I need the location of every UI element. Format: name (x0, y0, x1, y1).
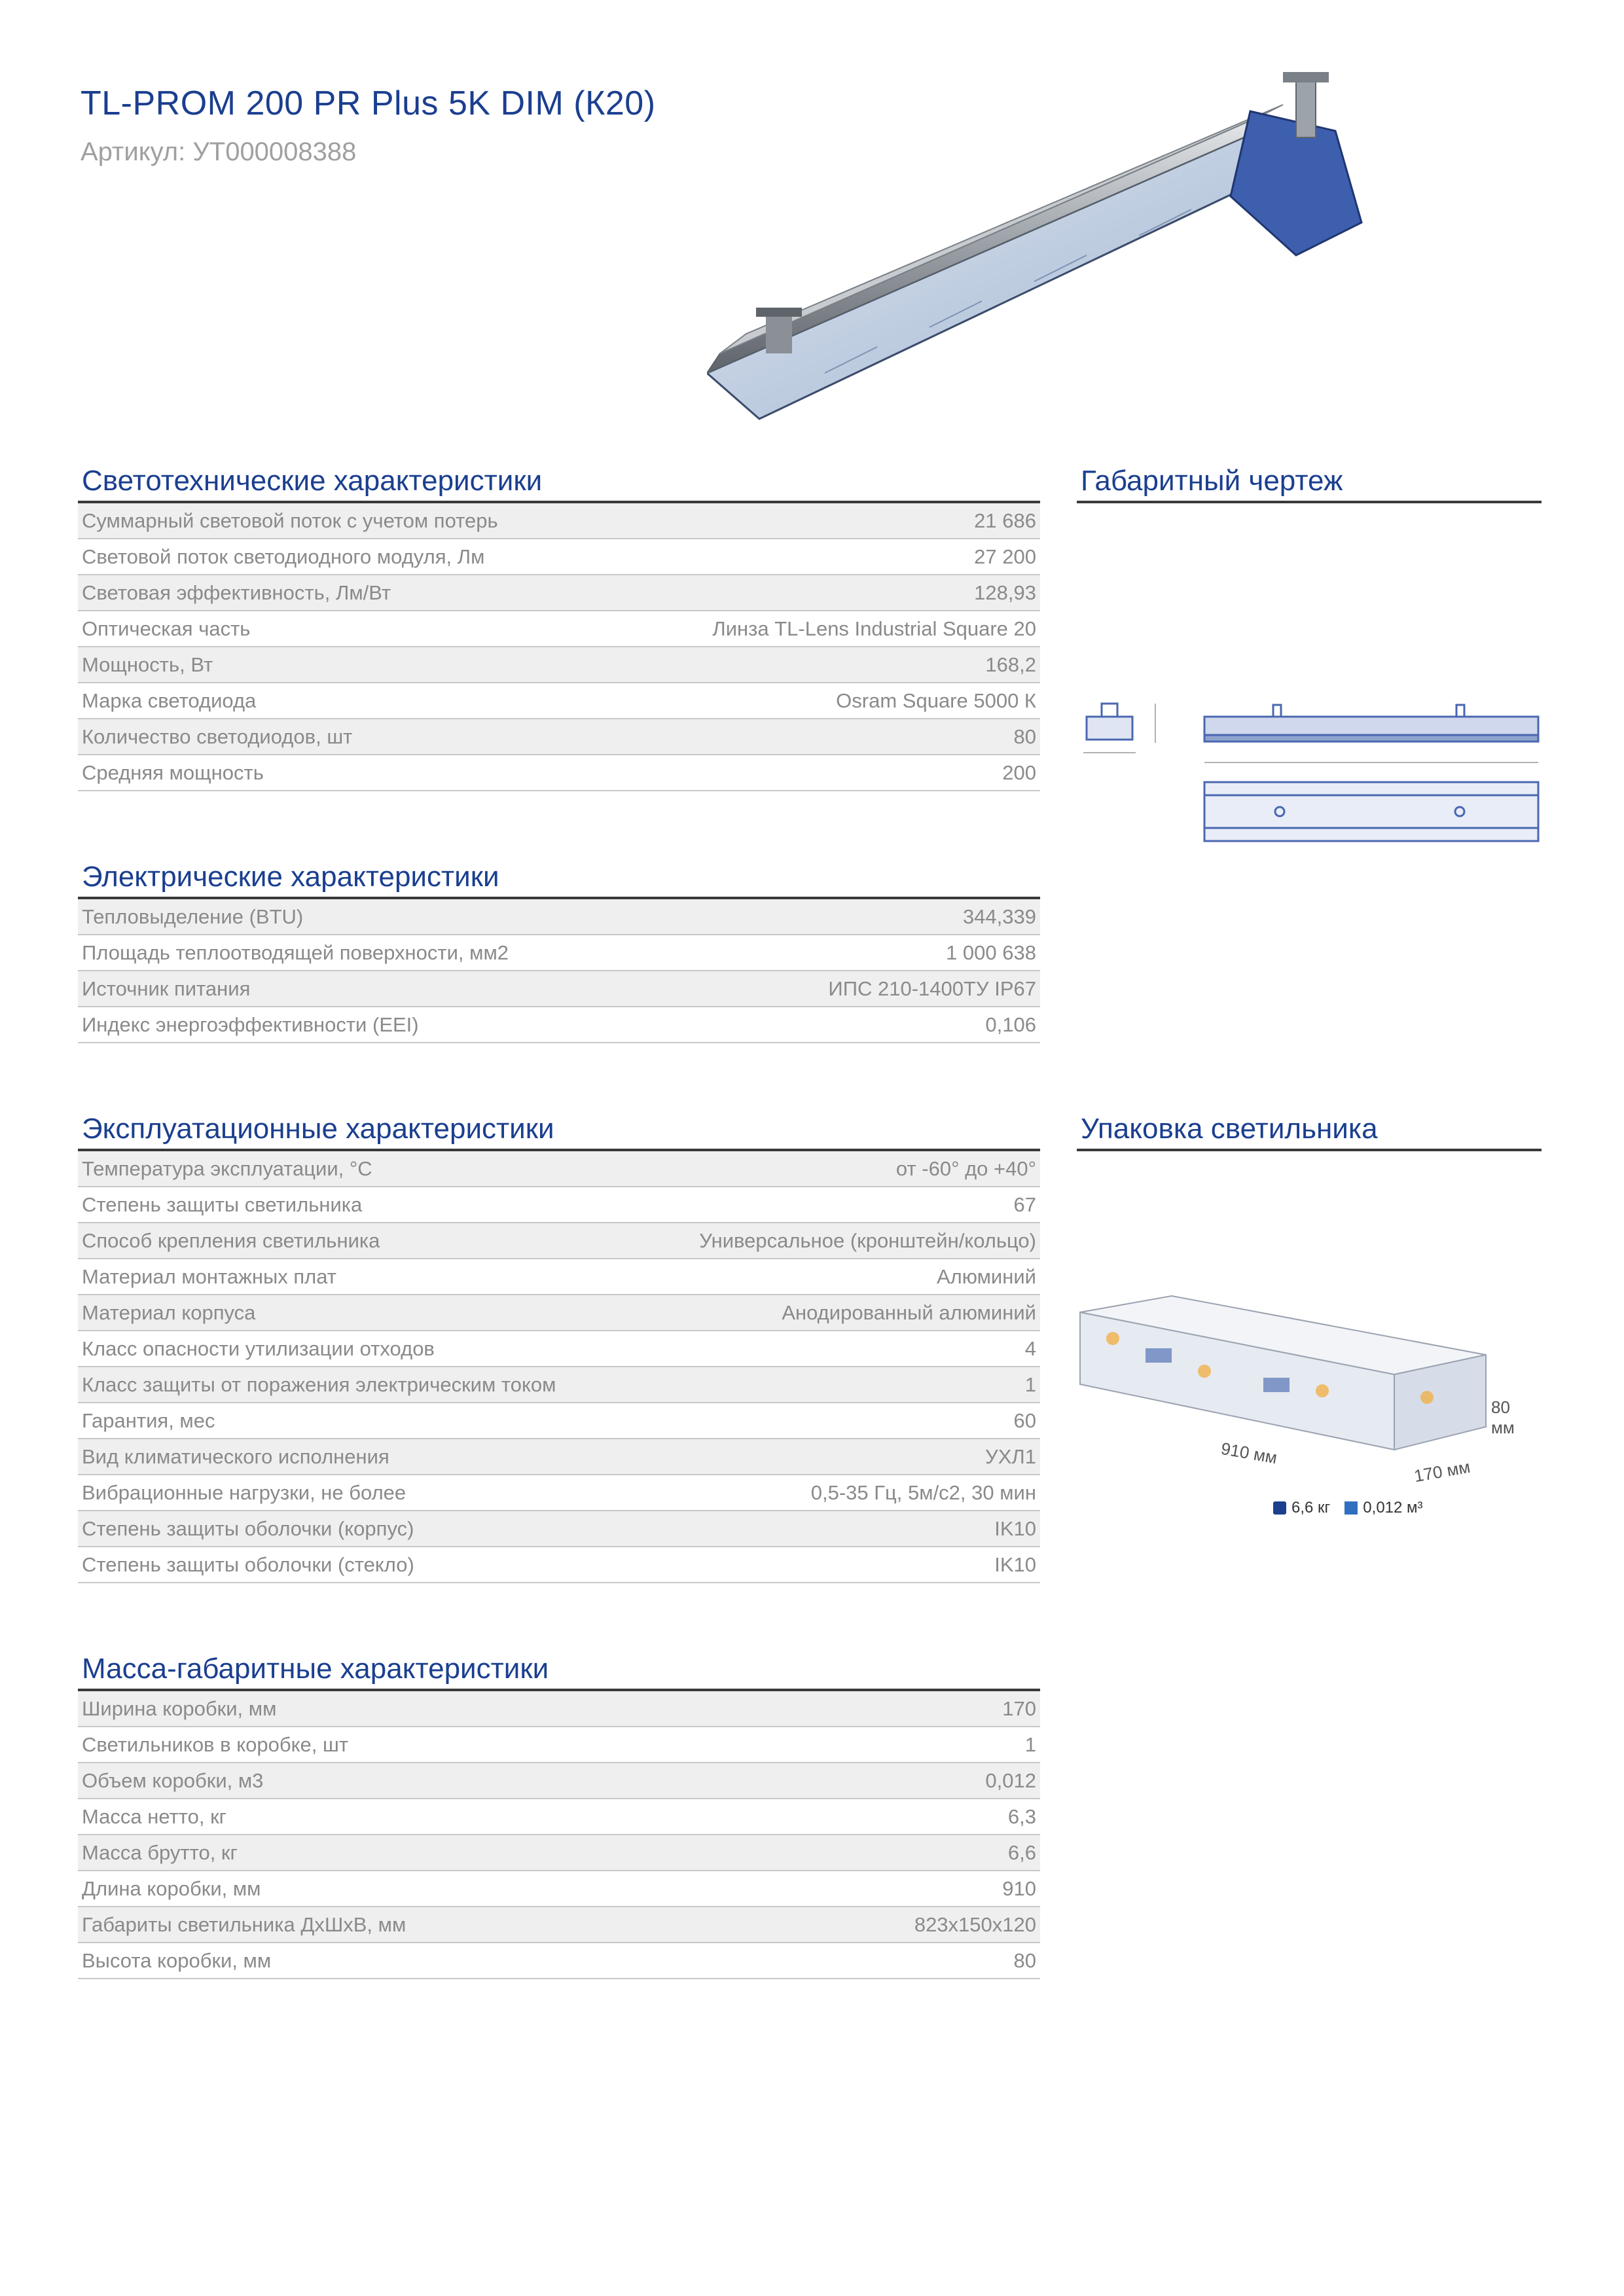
article-number: Артикул: УТ000008388 (81, 137, 357, 166)
table-row: Класс опасности утилизации отходов 4 (78, 1331, 1040, 1367)
table-row: Световой поток светодиодного модуля, Лм 27 200 (78, 539, 1040, 575)
table-row: Источник питания ИПС 210-1400ТУ IP67 (78, 971, 1040, 1007)
table-mass (78, 1691, 1040, 1979)
product-image (707, 65, 1492, 445)
table-row: Оптическая часть Линза TL-Lens Industrial Square 20 (78, 611, 1040, 647)
table-operational (78, 1151, 1040, 1583)
table-electrical (78, 899, 1040, 1043)
table-row: Объем коробки, м3 0,012 (78, 1763, 1040, 1799)
package-volume: 0,012 м³ (1363, 1499, 1423, 1516)
weight-icon (1273, 1501, 1286, 1515)
package-weight: 6,6 кг (1291, 1499, 1331, 1516)
table-row: Суммарный световой поток с учетом потерь 21 686 (78, 503, 1040, 539)
table-row: Светильников в коробке, шт 1 (78, 1727, 1040, 1763)
section-title: Масса-габаритные характеристики (78, 1649, 1040, 1691)
package-illustration (1074, 1293, 1519, 1541)
product-title: TL-PROM 200 PR Plus 5K DIM (К20) (81, 84, 656, 122)
table-row: Гарантия, мес 60 (78, 1403, 1040, 1439)
section-lighting (78, 461, 1040, 791)
table-row: Класс защиты от поражения электрическим током 1 (78, 1367, 1040, 1403)
table-row: Марка светодиода Osram Square 5000 К (78, 683, 1040, 719)
table-lighting (78, 503, 1040, 791)
section-electrical (78, 857, 1040, 1043)
section-operational (78, 1109, 1040, 1583)
table-row: Масса нетто, кг 6,3 (78, 1799, 1040, 1835)
table-row: Световая эффективность, Лм/Вт 128,93 (78, 575, 1040, 611)
package-specs (1273, 1499, 1423, 1517)
table-row: Площадь теплоотводящей поверхности, мм2 1 000 638 (78, 935, 1040, 971)
section-title: Светотехнические характеристики (78, 461, 1040, 503)
table-row: Ширина коробки, мм 170 (78, 1691, 1040, 1727)
section-title: Упаковка светильника (1077, 1109, 1542, 1151)
table-row: Мощность, Вт 168,2 (78, 647, 1040, 683)
section-drawing (1077, 461, 1542, 503)
section-title: Электрические характеристики (78, 857, 1040, 899)
table-row: Высота коробки, мм 80 (78, 1943, 1040, 1979)
table-row: Материал монтажных плат Алюминий (78, 1259, 1040, 1295)
dimension-drawing (1077, 691, 1548, 854)
table-row: Степень защиты оболочки (стекло) IK10 (78, 1547, 1040, 1583)
table-row: Масса брутто, кг 6,6 (78, 1835, 1040, 1871)
section-mass (78, 1649, 1040, 1979)
table-row: Количество светодиодов, шт 80 (78, 719, 1040, 755)
table-row: Способ крепления светильника Универсальное (кронштейн/кольцо) (78, 1223, 1040, 1259)
table-row: Вибрационные нагрузки, не более 0,5-35 Гц, 5м/с2, 30 мин (78, 1475, 1040, 1511)
section-package (1077, 1109, 1542, 1151)
table-row: Степень защиты светильника 67 (78, 1187, 1040, 1223)
package-height: 80 мм (1491, 1397, 1515, 1437)
table-row: Габариты светильника ДхШхВ, мм 823х150х120 (78, 1907, 1040, 1943)
table-row: Вид климатического исполнения УХЛ1 (78, 1439, 1040, 1475)
table-row: Тепловыделение (BTU) 344,339 (78, 899, 1040, 935)
package-length: 910 мм (1219, 1438, 1279, 1468)
table-row: Температура эксплуатации, °С от -60° до +40° (78, 1151, 1040, 1187)
table-row: Средняя мощность 200 (78, 755, 1040, 791)
table-row: Индекс энергоэффективности (EEI) 0,106 (78, 1007, 1040, 1043)
section-title: Габаритный чертеж (1077, 461, 1542, 503)
table-row: Степень защиты оболочки (корпус) IK10 (78, 1511, 1040, 1547)
table-row: Материал корпуса Анодированный алюминий (78, 1295, 1040, 1331)
cube-icon (1344, 1501, 1358, 1515)
section-title: Эксплуатационные характеристики (78, 1109, 1040, 1151)
table-row: Длина коробки, мм 910 (78, 1871, 1040, 1907)
package-width: 170 мм (1412, 1456, 1472, 1486)
